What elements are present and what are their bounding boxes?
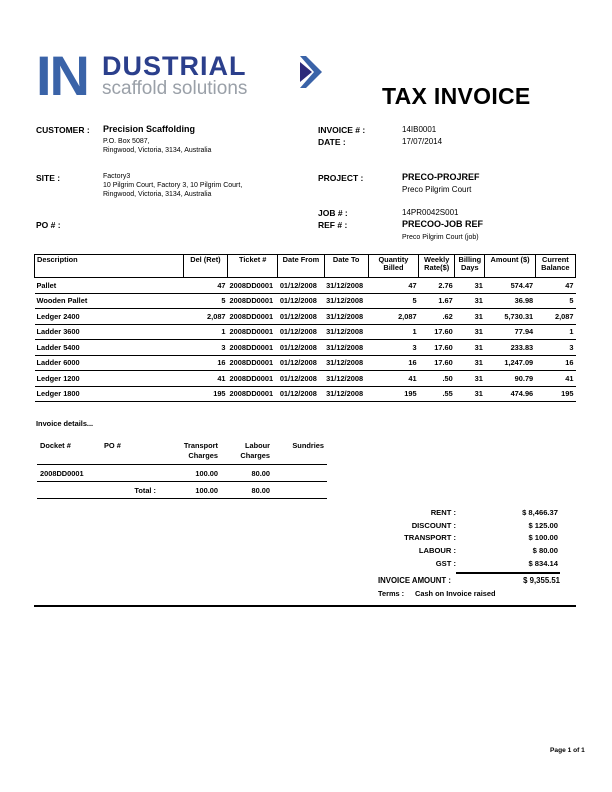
cell-days: 31 bbox=[455, 309, 485, 325]
cell-del-ret: 41 bbox=[183, 371, 227, 387]
table-row bbox=[35, 340, 576, 356]
cell-days: 31 bbox=[455, 386, 485, 402]
cell-date-from: 01/12/2008 bbox=[278, 293, 324, 309]
cell-rate: .50 bbox=[419, 371, 455, 387]
cell-balance: 41 bbox=[535, 371, 575, 387]
gst-label: GST : bbox=[435, 559, 456, 568]
cell-del-ret: 3 bbox=[183, 340, 227, 356]
cell-date-to: 31/12/2008 bbox=[324, 355, 368, 371]
cell-quantity: 41 bbox=[368, 371, 418, 387]
cell-ticket: 2008DD0001 bbox=[228, 371, 278, 387]
details-total-row bbox=[37, 482, 327, 499]
cell-description: Ladder 3600 bbox=[35, 324, 184, 340]
customer-address-line2: Ringwood, Victoria, 3134, Australia bbox=[103, 147, 212, 154]
table-row bbox=[35, 355, 576, 371]
logo-arrow-icon bbox=[298, 54, 328, 90]
cell-del-ret: 2,087 bbox=[183, 309, 227, 325]
invoice-number: 14IB0001 bbox=[402, 125, 437, 134]
cell-description: Ledger 2400 bbox=[35, 309, 184, 325]
col-header-date-to: Date To bbox=[324, 255, 368, 278]
site-address-line1: 10 Pilgrim Court, Factory 3, 10 Pilgrim Court, bbox=[103, 182, 243, 189]
cell-balance: 5 bbox=[535, 293, 575, 309]
cell-days: 31 bbox=[455, 340, 485, 356]
col-header-transport-charges: Transport Charges bbox=[159, 440, 221, 465]
cell-ticket: 2008DD0001 bbox=[228, 340, 278, 356]
job-label: JOB # : bbox=[318, 208, 348, 218]
cell-days: 31 bbox=[455, 293, 485, 309]
cell-amount: 574.47 bbox=[485, 278, 535, 294]
cell-docket: 2008DD0001 bbox=[37, 465, 101, 482]
cell-balance: 2,087 bbox=[535, 309, 575, 325]
summary-divider bbox=[456, 572, 560, 574]
cell-sundries bbox=[273, 465, 327, 482]
cell-del-ret: 47 bbox=[183, 278, 227, 294]
cell-quantity: 195 bbox=[368, 386, 418, 402]
labour-value: $ 80.00 bbox=[532, 546, 558, 555]
summary-discount bbox=[370, 521, 560, 533]
cell-ticket: 2008DD0001 bbox=[228, 278, 278, 294]
col-header-date-from: Date From bbox=[278, 255, 324, 278]
total-label: Total : bbox=[101, 482, 159, 499]
site-label: SITE : bbox=[36, 173, 61, 183]
cell-date-from: 01/12/2008 bbox=[278, 371, 324, 387]
cell-del-ret: 5 bbox=[183, 293, 227, 309]
details-header-row bbox=[37, 440, 327, 465]
customer-name: Precision Scaffolding bbox=[103, 124, 196, 134]
terms-value: Cash on Invoice raised bbox=[415, 589, 496, 598]
cell-amount: 1,247.09 bbox=[485, 355, 535, 371]
cell-date-to: 31/12/2008 bbox=[324, 340, 368, 356]
summary-rent bbox=[370, 508, 560, 520]
summary-transport bbox=[370, 533, 560, 545]
job-number: 14PR0042S001 bbox=[402, 208, 459, 217]
ref-name: Preco Pilgrim Court (job) bbox=[402, 234, 479, 241]
line-items-table bbox=[34, 254, 576, 402]
cell-quantity: 5 bbox=[368, 293, 418, 309]
cell-rate: 17.60 bbox=[419, 340, 455, 356]
cell-ticket: 2008DD0001 bbox=[228, 386, 278, 402]
cell-description: Ladder 5400 bbox=[35, 340, 184, 356]
cell-ticket: 2008DD0001 bbox=[228, 309, 278, 325]
date-label: DATE : bbox=[318, 137, 346, 147]
cell-balance: 195 bbox=[535, 386, 575, 402]
cell-amount: 90.79 bbox=[485, 371, 535, 387]
cell-po bbox=[101, 465, 159, 482]
table-header-row bbox=[35, 255, 576, 278]
cell-quantity: 47 bbox=[368, 278, 418, 294]
col-header-sundries: Sundries bbox=[273, 440, 327, 465]
cell-description: Pallet bbox=[35, 278, 184, 294]
cell-date-to: 31/12/2008 bbox=[324, 371, 368, 387]
cell-amount: 233.83 bbox=[485, 340, 535, 356]
project-code: PRECO-PROJREF bbox=[402, 172, 480, 182]
cell-del-ret: 1 bbox=[183, 324, 227, 340]
site-address-line2: Ringwood, Victoria, 3134, Australia bbox=[103, 191, 212, 198]
total-labour: 80.00 bbox=[221, 482, 273, 499]
cell-days: 31 bbox=[455, 278, 485, 294]
cell-balance: 3 bbox=[535, 340, 575, 356]
invoice-date: 17/07/2014 bbox=[402, 137, 443, 146]
po-label: PO # : bbox=[36, 220, 61, 230]
cell-amount: 77.94 bbox=[485, 324, 535, 340]
cell-quantity: 2,087 bbox=[368, 309, 418, 325]
table-row bbox=[35, 293, 576, 309]
cell-amount: 474.96 bbox=[485, 386, 535, 402]
cell-balance: 1 bbox=[535, 324, 575, 340]
col-header-weekly-rate: Weekly Rate($) bbox=[419, 255, 455, 278]
terms-label: Terms : bbox=[378, 589, 405, 598]
total-transport: 100.00 bbox=[159, 482, 221, 499]
cell-date-from: 01/12/2008 bbox=[278, 309, 324, 325]
cell-rate: .62 bbox=[419, 309, 455, 325]
cell-quantity: 3 bbox=[368, 340, 418, 356]
discount-value: $ 125.00 bbox=[528, 521, 558, 530]
cell-date-to: 31/12/2008 bbox=[324, 309, 368, 325]
col-header-labour-charges: Labour Charges bbox=[221, 440, 273, 465]
invoice-amount-label: INVOICE AMOUNT : bbox=[378, 576, 451, 585]
cell-date-from: 01/12/2008 bbox=[278, 340, 324, 356]
company-logo bbox=[36, 44, 336, 108]
transport-label: TRANSPORT : bbox=[404, 533, 456, 542]
cell-date-from: 01/12/2008 bbox=[278, 324, 324, 340]
cell-ticket: 2008DD0001 bbox=[228, 293, 278, 309]
summary-gst bbox=[370, 559, 560, 571]
ref-code: PRECOO-JOB REF bbox=[402, 219, 484, 229]
cell-empty bbox=[273, 482, 327, 499]
cell-days: 31 bbox=[455, 324, 485, 340]
cell-rate: 1.67 bbox=[419, 293, 455, 309]
cell-date-to: 31/12/2008 bbox=[324, 278, 368, 294]
labour-label: LABOUR : bbox=[418, 546, 456, 555]
invoice-number-label: INVOICE # : bbox=[318, 125, 366, 135]
cell-empty bbox=[37, 482, 101, 499]
cell-quantity: 16 bbox=[368, 355, 418, 371]
cell-amount: 5,730.31 bbox=[485, 309, 535, 325]
cell-rate: 17.60 bbox=[419, 324, 455, 340]
col-header-description: Description bbox=[35, 255, 184, 278]
cell-rate: .55 bbox=[419, 386, 455, 402]
cell-date-from: 01/12/2008 bbox=[278, 278, 324, 294]
cell-date-to: 31/12/2008 bbox=[324, 324, 368, 340]
cell-del-ret: 195 bbox=[183, 386, 227, 402]
cell-description: Ledger 1200 bbox=[35, 371, 184, 387]
cell-ticket: 2008DD0001 bbox=[228, 355, 278, 371]
gst-value: $ 834.14 bbox=[528, 559, 558, 568]
table-row bbox=[35, 324, 576, 340]
col-header-billing-days: Billing Days bbox=[455, 255, 485, 278]
table-row bbox=[35, 371, 576, 387]
table-row bbox=[35, 278, 576, 294]
cell-balance: 16 bbox=[535, 355, 575, 371]
cell-del-ret: 16 bbox=[183, 355, 227, 371]
cell-date-from: 01/12/2008 bbox=[278, 386, 324, 402]
col-header-del-ret: Del (Ret) bbox=[183, 255, 227, 278]
logo-in-text: IN bbox=[36, 44, 88, 107]
discount-label: DISCOUNT : bbox=[411, 521, 456, 530]
logo-dustrial-text: DUSTRIAL bbox=[102, 51, 247, 81]
cell-transport: 100.00 bbox=[159, 465, 221, 482]
page-number: Page 1 of 1 bbox=[550, 747, 585, 754]
table-row bbox=[35, 386, 576, 402]
col-header-po: PO # bbox=[101, 440, 159, 465]
cell-description: Wooden Pallet bbox=[35, 293, 184, 309]
cell-date-to: 31/12/2008 bbox=[324, 386, 368, 402]
site-name: Factory3 bbox=[103, 173, 131, 180]
transport-value: $ 100.00 bbox=[528, 533, 558, 542]
col-header-docket: Docket # bbox=[37, 440, 101, 465]
cell-quantity: 1 bbox=[368, 324, 418, 340]
cell-days: 31 bbox=[455, 355, 485, 371]
summary-labour bbox=[370, 546, 560, 558]
cell-date-to: 31/12/2008 bbox=[324, 293, 368, 309]
col-header-quantity-billed: Quantity Billed bbox=[368, 255, 418, 278]
table-row bbox=[35, 309, 576, 325]
cell-labour: 80.00 bbox=[221, 465, 273, 482]
invoice-details-table bbox=[37, 440, 327, 499]
rent-value: $ 8,466.37 bbox=[522, 508, 558, 517]
customer-address-line1: P.O. Box 5087, bbox=[103, 138, 150, 145]
project-label: PROJECT : bbox=[318, 173, 364, 183]
col-header-ticket: Ticket # bbox=[228, 255, 278, 278]
project-name: Preco Pilgrim Court bbox=[402, 185, 472, 194]
customer-label: CUSTOMER : bbox=[36, 125, 90, 135]
cell-rate: 2.76 bbox=[419, 278, 455, 294]
document-title: TAX INVOICE bbox=[382, 83, 531, 109]
invoice-amount-value: $ 9,355.51 bbox=[523, 576, 560, 585]
logo-tagline: scaffold solutions bbox=[102, 78, 248, 99]
cell-amount: 36.98 bbox=[485, 293, 535, 309]
invoice-details-caption: Invoice details... bbox=[36, 419, 94, 428]
cell-description: Ledger 1800 bbox=[35, 386, 184, 402]
details-row bbox=[37, 465, 327, 482]
col-header-amount: Amount ($) bbox=[485, 255, 535, 278]
cell-date-from: 01/12/2008 bbox=[278, 355, 324, 371]
cell-days: 31 bbox=[455, 371, 485, 387]
cell-ticket: 2008DD0001 bbox=[228, 324, 278, 340]
cell-rate: 17.60 bbox=[419, 355, 455, 371]
rent-label: RENT : bbox=[430, 508, 456, 517]
col-header-current-balance: Current Balance bbox=[535, 255, 575, 278]
cell-balance: 47 bbox=[535, 278, 575, 294]
ref-label: REF # : bbox=[318, 220, 348, 230]
footer-divider bbox=[34, 605, 576, 607]
cell-description: Ladder 6000 bbox=[35, 355, 184, 371]
